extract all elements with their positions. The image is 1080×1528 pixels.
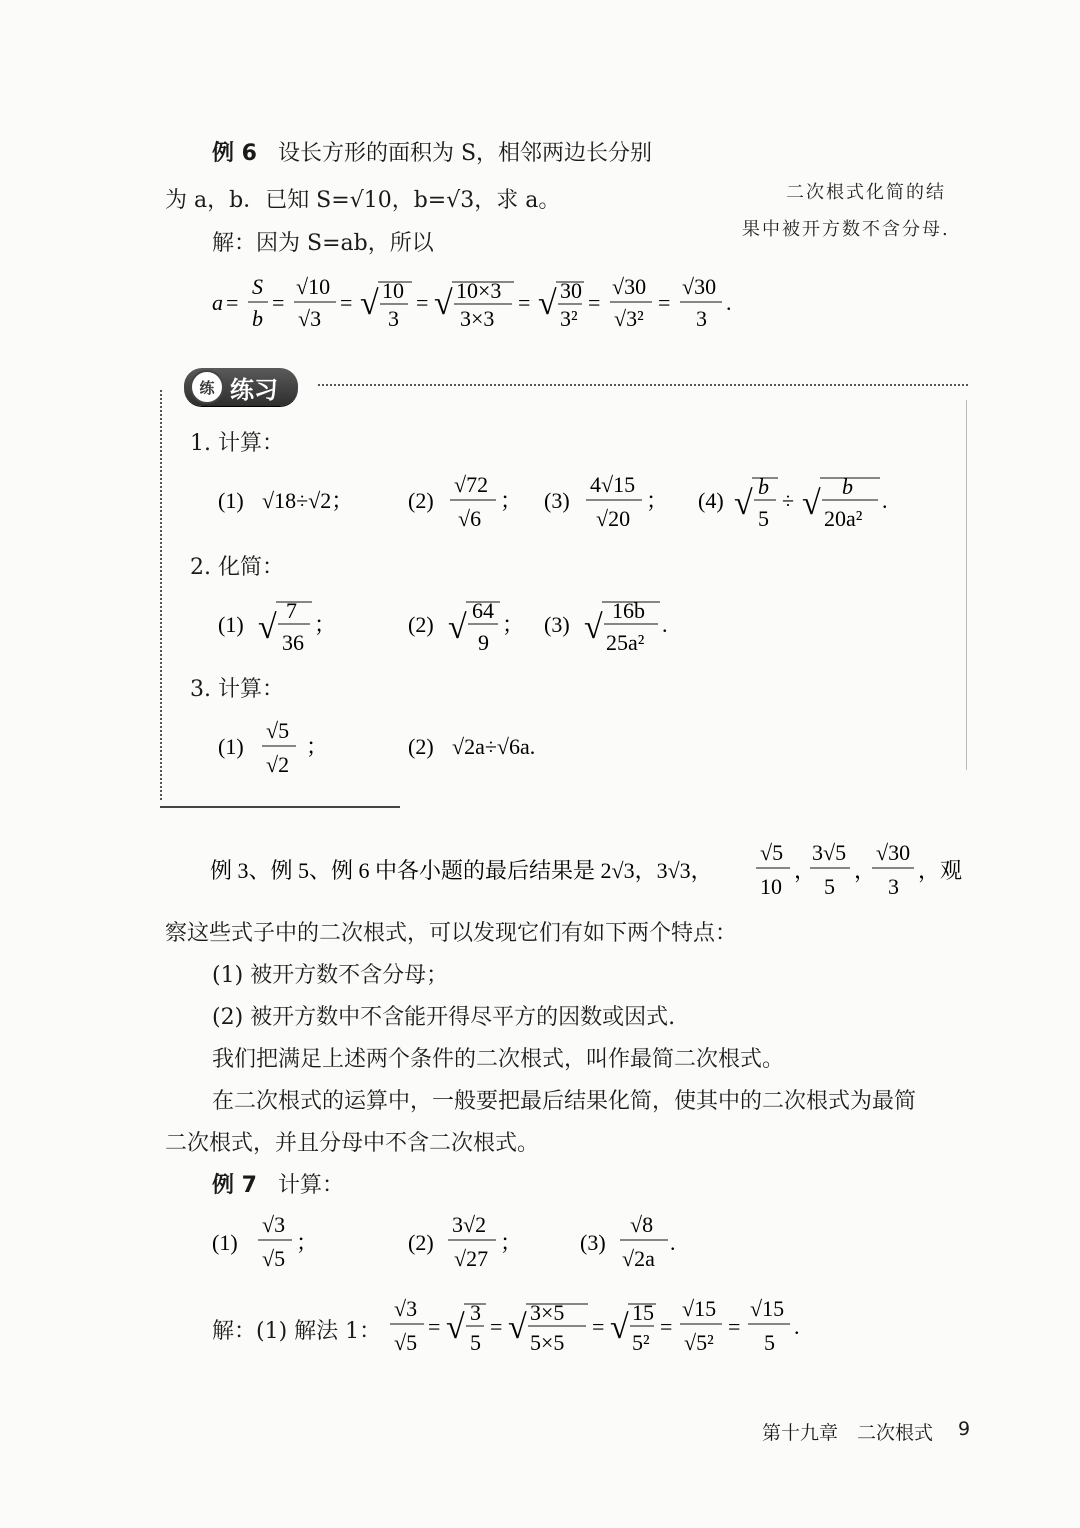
example6-formula: [212, 270, 752, 342]
summary-para-line1: 在二次根式的运算中，一般要把最后结果化简，使其中的二次根式为最简: [212, 1089, 917, 1114]
svg-text:，: ，: [794, 858, 817, 883]
svg-text:30: 30: [560, 278, 582, 303]
svg-text:5: 5: [824, 874, 835, 899]
svg-text:√15: √15: [682, 1296, 717, 1321]
svg-text:3×5: 3×5: [530, 1300, 565, 1325]
svg-text:√3: √3: [262, 1212, 286, 1237]
svg-text:9: 9: [478, 630, 489, 655]
svg-text:5: 5: [758, 506, 769, 531]
svg-text:√: √: [538, 285, 557, 322]
example7-solution-label: 解：(1) 解法 1：: [212, 1319, 382, 1344]
svg-text:√6: √6: [458, 506, 482, 531]
practice-title: 练习: [230, 375, 278, 404]
example7-label: 例 7: [212, 1173, 257, 1198]
svg-text:；: ；: [314, 612, 337, 637]
svg-text:√72: √72: [454, 472, 489, 497]
svg-text:√18÷√2；: √18÷√2；: [262, 488, 354, 513]
svg-text:√30: √30: [682, 274, 717, 299]
svg-text:.: .: [794, 1314, 800, 1339]
svg-text:=: =: [416, 290, 429, 315]
svg-text:64: 64: [472, 598, 494, 623]
practice-q1-items: [218, 470, 938, 540]
example7-items: [212, 1210, 712, 1280]
svg-text:b: b: [758, 474, 769, 499]
practice-q3-label: 3. 计算：: [190, 677, 284, 702]
example6-text-line1: 设长方形的面积为 S，相邻两边长分别: [277, 141, 653, 166]
svg-text:√: √: [734, 485, 753, 522]
svg-text:3√2: 3√2: [452, 1212, 487, 1237]
practice-q2-items: [218, 594, 718, 664]
svg-text:(2): (2): [408, 488, 434, 513]
svg-text:16b: 16b: [612, 598, 645, 623]
svg-text:3: 3: [388, 306, 399, 331]
margin-note-line2: 果中被开方数不含分母.: [742, 219, 950, 240]
practice-badge: [184, 368, 298, 406]
svg-text:√: √: [434, 285, 453, 322]
svg-text:15: 15: [632, 1300, 654, 1325]
summary-definition: 我们把满足上述两个条件的二次根式，叫作最简二次根式。: [212, 1047, 785, 1072]
svg-text:5: 5: [470, 1330, 481, 1355]
margin-note-line1: 二次根式化简的结: [786, 182, 946, 203]
summary-point1: (1) 被开方数不含分母；: [212, 963, 449, 988]
svg-text:36: 36: [282, 630, 304, 655]
svg-text:√20: √20: [596, 506, 631, 531]
svg-text:√5: √5: [262, 1246, 286, 1271]
svg-text:.: .: [882, 488, 888, 513]
practice-header: [184, 368, 298, 406]
svg-text:.: .: [662, 612, 668, 637]
summary-line1-svg: [210, 838, 990, 902]
practice-icon: 练: [190, 370, 224, 404]
svg-text:S: S: [252, 274, 263, 299]
svg-text:3√5: 3√5: [812, 840, 847, 865]
svg-text:√5²: √5²: [684, 1330, 714, 1355]
svg-text:=: =: [592, 1314, 605, 1339]
svg-text:3: 3: [888, 874, 899, 899]
example7-text: 计算：: [277, 1173, 344, 1198]
svg-text:√: √: [448, 609, 467, 646]
svg-text:√: √: [802, 485, 821, 522]
example6-formula-svg: [212, 270, 752, 336]
svg-text:3: 3: [696, 306, 707, 331]
svg-text:(3): (3): [544, 488, 570, 513]
practice-top-border: [318, 384, 968, 386]
svg-text:；: ；: [296, 1230, 319, 1255]
svg-text:√: √: [584, 609, 603, 646]
svg-text:(1): (1): [218, 488, 244, 513]
svg-text:√3²: √3²: [614, 306, 644, 331]
svg-text:b: b: [842, 474, 853, 499]
svg-text:(1): (1): [212, 1230, 238, 1255]
svg-text:(2): (2): [408, 734, 434, 759]
svg-text:√: √: [610, 1309, 629, 1346]
svg-text:=: =: [272, 290, 285, 315]
svg-text:.: .: [670, 1230, 676, 1255]
summary-line1: [210, 838, 990, 908]
svg-text:=: =: [588, 290, 601, 315]
svg-text:√5: √5: [266, 718, 290, 743]
svg-text:√: √: [446, 1309, 465, 1346]
svg-text:=: =: [428, 1314, 441, 1339]
footer-page-number: 9: [958, 1418, 971, 1440]
practice-q1-label: 1. 计算：: [190, 431, 284, 456]
summary-point2: (2) 被开方数中不含能开得尽平方的因数或因式.: [212, 1005, 676, 1030]
svg-text:√5: √5: [394, 1330, 418, 1355]
svg-text:√: √: [258, 609, 277, 646]
practice-q2-svg: [218, 594, 718, 658]
svg-text:(2): (2): [408, 612, 434, 637]
svg-text:，: ，: [854, 858, 877, 883]
svg-text:√30: √30: [612, 274, 647, 299]
example7-header: [212, 1168, 344, 1199]
footer-chapter: 第十九章 二次根式: [762, 1422, 934, 1444]
svg-text:；: ；: [500, 488, 523, 513]
svg-text:；: ；: [500, 1230, 523, 1255]
svg-text:例 3、例 5、例 6 中各小题的最后结果是 2√3，3√3: 例 3、例 5、例 6 中各小题的最后结果是 2√3，3√3，: [210, 858, 713, 883]
svg-text:√15: √15: [750, 1296, 785, 1321]
svg-text:3: 3: [470, 1300, 481, 1325]
svg-text:(3): (3): [580, 1230, 606, 1255]
svg-text:√: √: [508, 1309, 527, 1346]
svg-text:(3): (3): [544, 612, 570, 637]
svg-text:=: =: [660, 1314, 673, 1339]
svg-text:.: .: [726, 290, 732, 315]
practice-bottom-border: [160, 806, 400, 808]
svg-text:3×3: 3×3: [460, 306, 495, 331]
svg-text:5²: 5²: [632, 1330, 650, 1355]
example7-items-svg: [212, 1210, 712, 1274]
svg-text:，观: ，观: [918, 858, 963, 883]
svg-text:√27: √27: [454, 1246, 489, 1271]
practice-q3-svg: [218, 716, 618, 780]
example6-solution: 解：因为 S=ab，所以: [212, 231, 434, 256]
svg-text:10: 10: [382, 278, 404, 303]
svg-text:4√15: 4√15: [590, 472, 636, 497]
summary-para-line2: 二次根式，并且分母中不含二次根式。: [165, 1131, 540, 1156]
svg-text:10: 10: [760, 874, 782, 899]
svg-text:a: a: [212, 290, 223, 315]
summary-line2: 察这些式子中的二次根式，可以发现它们有如下两个特点：: [165, 921, 738, 946]
svg-text:25a²: 25a²: [606, 630, 645, 655]
svg-text:=: =: [518, 290, 531, 315]
svg-text:√3: √3: [298, 306, 322, 331]
svg-text:=: =: [658, 290, 671, 315]
example6-text-line2: 为 a，b．已知 S=√10，b=√3，求 a。: [165, 188, 561, 213]
example6-label: 例 6: [212, 141, 257, 166]
svg-text:(4): (4): [698, 488, 724, 513]
svg-text:=: =: [226, 290, 239, 315]
svg-text:÷: ÷: [782, 488, 795, 513]
svg-text:√3: √3: [394, 1296, 418, 1321]
svg-text:5: 5: [764, 1330, 775, 1355]
svg-text:10×3: 10×3: [456, 278, 502, 303]
svg-text:√8: √8: [630, 1212, 654, 1237]
example6-line1: [212, 136, 652, 167]
svg-text:√10: √10: [296, 274, 331, 299]
svg-text:5×5: 5×5: [530, 1330, 565, 1355]
svg-text:7: 7: [286, 598, 297, 623]
svg-text:=: =: [728, 1314, 741, 1339]
practice-q3-items: [218, 716, 618, 786]
svg-text:(2): (2): [408, 1230, 434, 1255]
practice-q2-label: 2. 化简：: [190, 555, 284, 580]
svg-text:=: =: [490, 1314, 503, 1339]
svg-text:；: ；: [646, 488, 669, 513]
svg-text:；: ；: [306, 734, 329, 759]
practice-left-border: [160, 390, 162, 800]
svg-text:√2a÷√6a.: √2a÷√6a.: [452, 734, 536, 759]
svg-text:(1): (1): [218, 612, 244, 637]
svg-text:b: b: [252, 306, 263, 331]
svg-text:(1): (1): [218, 734, 244, 759]
svg-text:√2: √2: [266, 752, 290, 777]
example7-solution: [212, 1292, 988, 1364]
practice-right-border: [966, 400, 967, 770]
svg-text:20a²: 20a²: [824, 506, 863, 531]
practice-q1-svg: [218, 470, 918, 534]
svg-text:√30: √30: [876, 840, 911, 865]
svg-text:√5: √5: [760, 840, 784, 865]
svg-text:3²: 3²: [560, 306, 578, 331]
svg-text:；: ；: [502, 612, 525, 637]
svg-text:√2a: √2a: [622, 1246, 655, 1271]
svg-text:=: =: [340, 290, 353, 315]
example7-solution-svg: [388, 1292, 988, 1358]
svg-text:√: √: [360, 285, 379, 322]
